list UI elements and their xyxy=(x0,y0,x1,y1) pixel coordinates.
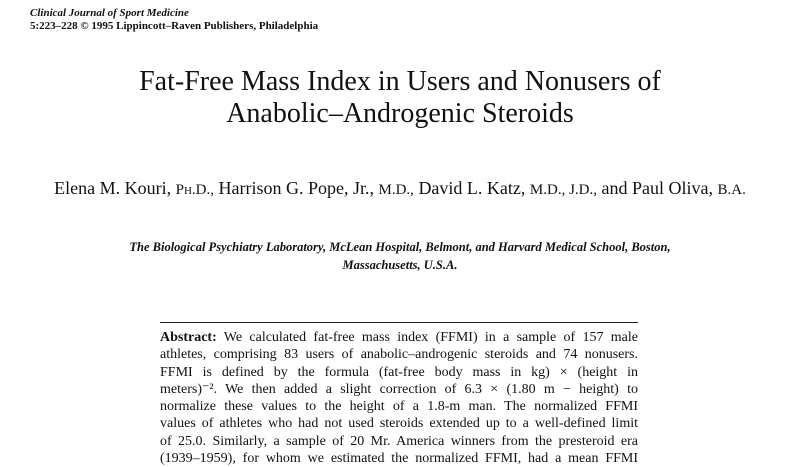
author-name: and Paul Oliva, xyxy=(601,178,713,198)
author-degree: B.A. xyxy=(717,182,746,198)
author-name: Harrison G. Pope, Jr., xyxy=(218,178,375,198)
abstract-line: values of athletes who had not used steroids extended up to a well-defined limit xyxy=(160,416,638,432)
abstract-line: athletes, comprising 83 users of anabolic–androgenic steroids and 74 nonusers. xyxy=(160,347,638,363)
affiliation-line: Massachusetts, U.S.A. xyxy=(342,258,458,272)
journal-citation: 5:223–228 © 1995 Lippincott–Raven Publishers, Philadelphia xyxy=(30,20,319,32)
author-list xyxy=(40,177,760,202)
abstract-line: FFMI is defined by the formula (fat-free body mass in kg) × (height in xyxy=(160,364,638,380)
affiliation xyxy=(40,238,760,274)
abstract-line: normalize these values to the height of a 1.8-m man. The normalized FFMI xyxy=(160,399,638,415)
abstract-line: (1939–1959), for whom we estimated the normalized FFMI, had a mean FFMI xyxy=(160,451,638,467)
author-degree: M.D., J.D., xyxy=(529,182,597,198)
paper-title-line: Anabolic–Androgenic Steroids xyxy=(226,98,574,129)
author-name: David L. Katz, xyxy=(418,178,526,198)
paper-title-line: Fat-Free Mass Index in Users and Nonusers of xyxy=(139,66,661,97)
author-degree: M.D., xyxy=(378,182,414,198)
author-name: Elena M. Kouri, xyxy=(54,178,172,198)
abstract-text: We calculated fat-free mass index (FFMI) in a sample of 157 male xyxy=(216,330,638,345)
abstract-line xyxy=(160,329,638,346)
journal-header xyxy=(30,7,318,33)
abstract-section xyxy=(160,322,638,467)
affiliation-line: The Biological Psychiatry Laboratory, McLean Hospital, Belmont, and Harvard Medical School, Boston, xyxy=(129,240,671,254)
abstract-line: of 25.0. Similarly, a sample of 20 Mr. America winners from the presteroid era xyxy=(160,433,638,449)
journal-name: Clinical Journal of Sport Medicine xyxy=(30,7,189,19)
abstract-line: meters)⁻². We then added a slight correction of 6.3 × (1.80 m − height) to xyxy=(160,381,638,397)
author-degree: Ph.D., xyxy=(175,182,215,198)
abstract-label: Abstract: xyxy=(160,330,217,345)
paper-title xyxy=(0,66,800,130)
